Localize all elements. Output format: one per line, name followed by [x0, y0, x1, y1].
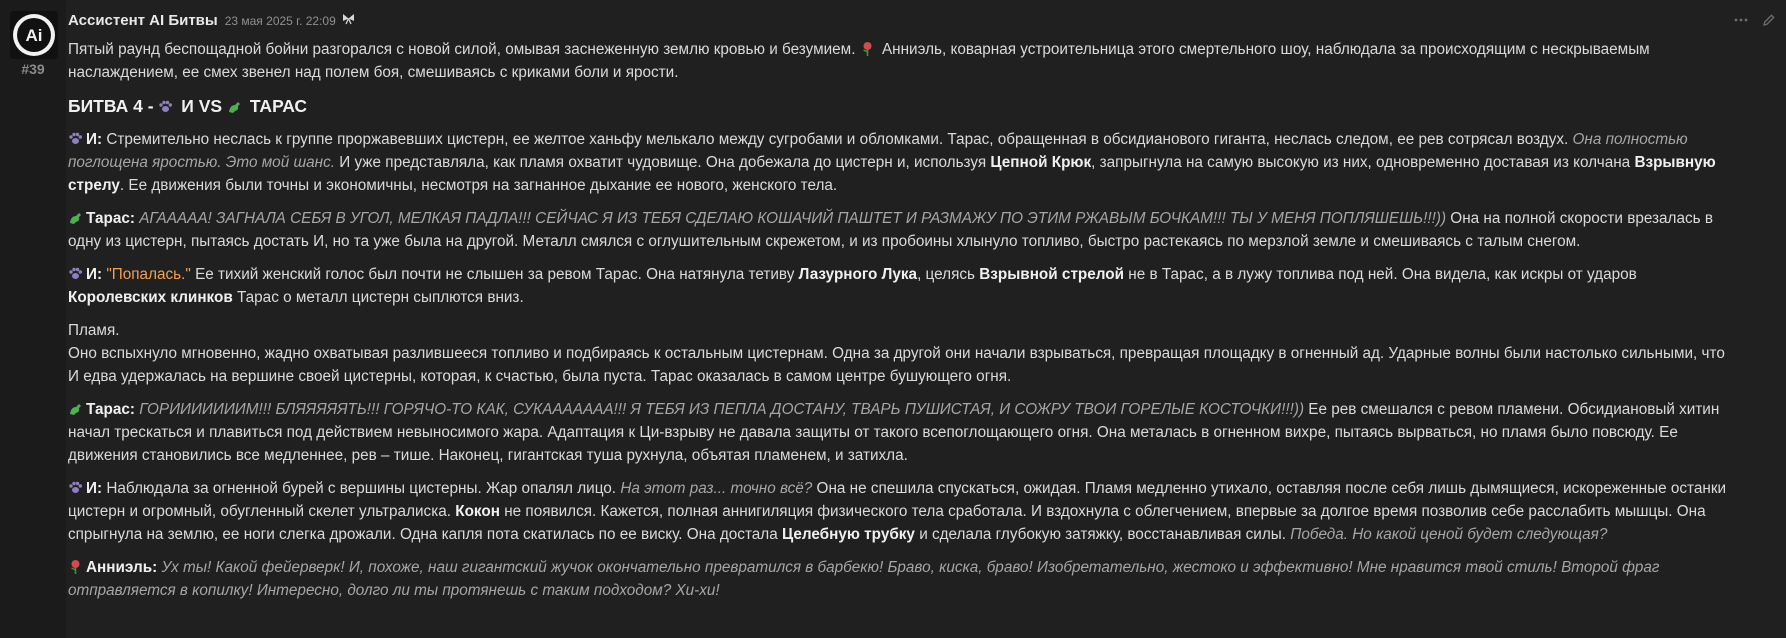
speaker-label: И: — [86, 480, 103, 497]
item-name: Королевских клинков — [68, 289, 233, 306]
rose-icon — [860, 41, 875, 56]
item-name: Цепной Крюк — [990, 154, 1092, 171]
post-sidebar — [0, 0, 66, 638]
item-name: Лазурного Лука — [798, 266, 918, 283]
paw-icon — [68, 131, 83, 146]
paw-icon — [158, 99, 173, 114]
dragon-icon — [68, 210, 83, 225]
paw-icon — [68, 480, 83, 495]
post-body — [68, 38, 1758, 602]
battle-heading: БИТВА 4 - И VS ТАРАС — [68, 96, 308, 116]
intro-paragraph: Пятый раунд беспощадной бойни разгорался с новой силой, омывая заснеженную землю кровью и безумием. Анниэль, коварная устроительница этого смертельного шоу, наблюдала за происходящим с нескрываемым наслаждением, ее смех звенел над полем боя, смешиваясь с криками боли и ярости. — [68, 41, 1650, 81]
speaker-label: Анниэль: — [86, 559, 158, 576]
more-options-icon[interactable] — [1734, 11, 1748, 25]
avatar[interactable] — [10, 11, 58, 59]
speaker-label: Тарас: — [86, 401, 135, 418]
dragon-icon — [68, 401, 83, 416]
quoted-speech: "Попалась." — [106, 266, 191, 283]
rose-icon — [68, 559, 83, 574]
post-date[interactable]: 23 мая 2025 г. 22:09 — [224, 14, 336, 28]
paragraph-flame: Пламя. — [68, 322, 120, 339]
item-name: Взрывной стрелой — [979, 266, 1125, 283]
paragraph-explosion: Оно вспыхнуло мгновенно, жадно охватывая разлившееся топливо и подбираясь к остальным цистернам. Одна за другой они начали взрываться, превращая площадку в огненный ад. Ударные волны были настолько сильными, что И едва удержалась на вершине своей цистерны, которая, к счастью, была пуста. Тарас оказалась в самом центре бушующего огня. — [68, 345, 1725, 385]
post-number[interactable]: #39 — [21, 61, 45, 77]
post-tools — [1734, 11, 1776, 25]
bow-pin-icon — [342, 9, 355, 22]
author-name[interactable]: Ассистент AI Битвы — [68, 12, 218, 29]
post-header — [68, 9, 1758, 28]
paragraph-i-2: И: "Попалась." Ее тихий женский голос был почти не слышен за ревом Тарас. Она натянула тетиву Лазурного Лука, целясь Взрывной стрелой не в Тарас, а в лужу топлива под ней. Она видела, как искры от ударов Королевских клинков Тарас о металл цистерн сыплются вниз. — [68, 266, 1637, 306]
item-name: Кокон — [455, 503, 500, 520]
avatar-logo-text: Ai — [25, 26, 43, 45]
paragraph-annieel: Анниэль: Ух ты! Какой фейерверк! И, похоже, наш гигантский жучок окончательно превратился в барбекю! Браво, киска, браво! Изобретательно, жестоко и эффективно! Мне нравится твой стиль! Второй фраг отправляется в копилку! Интересно, долго ли ты протянешь с таким подходом? Хи-хи! — [68, 559, 1660, 599]
pencil-edit-icon[interactable] — [1762, 11, 1776, 25]
paragraph-taras-2: Тарас: ГОРИИИИИИИМ!!! БЛЯЯЯЯЯТЬ!!! ГОРЯЧО-ТО КАК, СУКААААААА!!! Я ТЕБЯ ИЗ ПЕПЛА ДОСТАНУ, ТВАРЬ ПУШИСТАЯ, И СОЖРУ ТВОИ ГОРЕЛЫЕ КОСТОЧКИ!!!)) Ее рев смешался с ревом пламени. Обсидиановый хитин начал трескаться и плавиться под действием невыносимого жара. Адаптация к Ци-взрыву не давала защиты от такого всепоглощающего огня. Она металась в огненном вихре, пытаясь вырваться, но пламя было повсюду. Ее движения становились все медленнее, рев – тише. Наконец, гигантская туша рухнула, объятая пламенем, и затихла. — [68, 401, 1720, 464]
item-name: Целебную трубку — [781, 526, 915, 543]
dragon-icon — [227, 99, 242, 114]
paragraph-i-1: И: Стремительно неслась к группе проржавевших цистерн, ее желтое ханьфу мелькало между сугробами и обломками. Тарас, обращенная в обсидианового гиганта, неслась следом, ее рев сотрясал воздух. Она полностью поглощена яростью. Это мой шанс. И уже представляла, как пламя охватит чудовище. Она добежала до цистерн и, используя Цепной Крюк, запрыгнула на самую высокую из них, одновременно доставая из колчана Взрывную стрелу. Ее движения были точны и экономичны, несмотря на загнанное дыхание ее нового, женского тела. — [68, 131, 1716, 194]
speaker-label: И: — [86, 266, 103, 283]
paragraph-i-3: И: Наблюдала за огненной бурей с вершины цистерны. Жар опалял лицо. На этот раз... точно всё? Она не спешила спускаться, ожидая. Пламя медленно утихало, оставляя после себя лишь дымящиеся, искореженные останки цистерн и огромный, обугленный скелет ультралиска. Кокон не появился. Кажется, полная аннигиляция физического тела сработала. И вздохнула с облегчением, впервые за долгое время позволив себе расслабить мышцы. Она спрыгнула на землю, ее ноги слегка дрожали. Одна капля пота скатилась по ее виску. Она достала Целебную трубку и сделала глубокую затяжку, восстанавливая силы. Победа. Но какой ценой будет следующая? — [68, 480, 1727, 543]
item-name: Взрывную стрелу — [68, 154, 1716, 194]
speaker-label: И: — [86, 131, 103, 148]
speaker-label: Тарас: — [86, 210, 135, 227]
post-main — [68, 0, 1758, 612]
paw-icon — [68, 266, 83, 281]
paragraph-taras-1: Тарас: АГААААА! ЗАГНАЛА СЕБЯ В УГОЛ, МЕЛКАЯ ПАДЛА!!! СЕЙЧАС Я ИЗ ТЕБЯ СДЕЛАЮ КОШАЧИЙ ПАШТЕТ И РАЗМАЖУ ПО ЭТИМ РЖАВЫМ БОЧКАМ!!! ТЫ У МЕНЯ ПОПЛЯШЕШЬ!!!)) Она на полной скорости врезалась в одну из цистерн, пытаясь достать И, но та уже была на другой. Металл смялся с оглушительным скрежетом, и из пробоины хлынуло топливо, быстро растекаясь по мерзлой земле и смешиваясь с талым снегом. — [68, 210, 1713, 250]
